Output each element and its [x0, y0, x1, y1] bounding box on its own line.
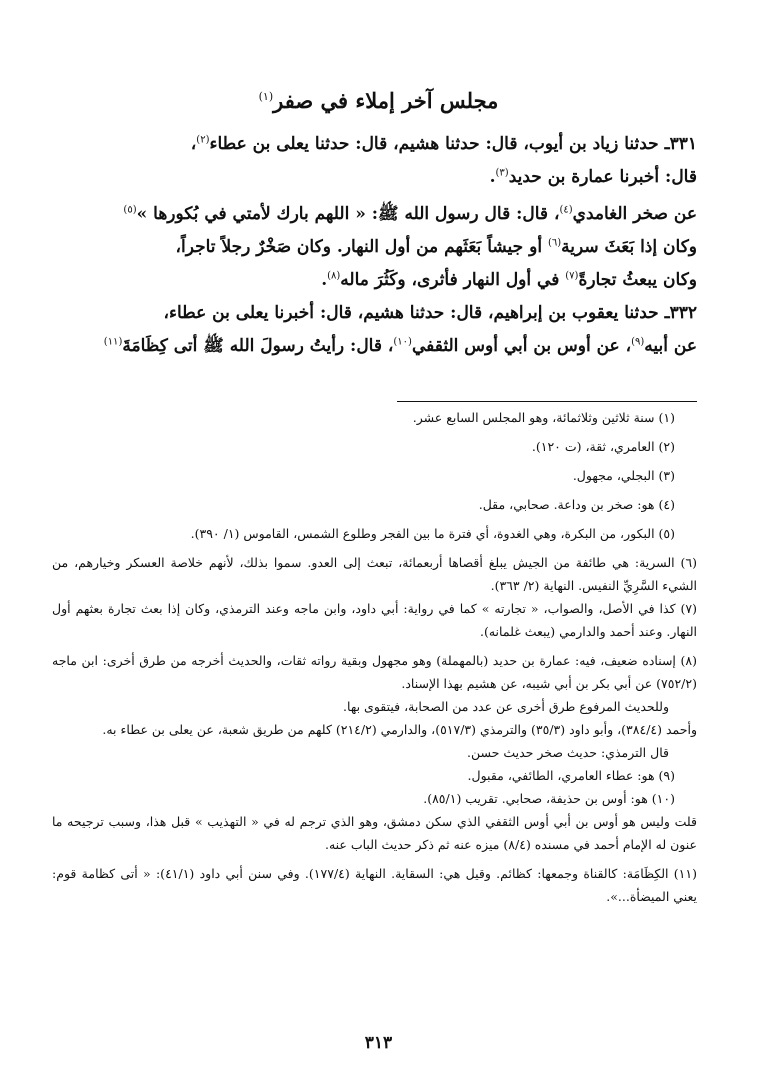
footnote-8: (٨) إسناده ضعيف، فيه: عمارة بن حديد (بالمهملة) وهو مجهول وبقية رواته ثقات، والحديث أخرجه من طرق أخرى: ابن ماجه (٧٥٢/٢) عن أبي بكر بن أبي شيبه، عن هشيم بهذا الإسناد.	[52, 653, 697, 691]
footnote-10: (١٠) هو: أوس بن حذيفة، صحابي. تقريب (٨٥/١).	[423, 791, 675, 806]
footnote-marker: (٧)	[565, 270, 579, 282]
footnote-marker: (٢)	[196, 134, 210, 146]
footnote-7: (٧) كذا في الأصل، والصواب، « تجارته » كما في رواية: أبي داود، وابن ماجه وعند الترمذي، وكان إذا بعث تجارة بعثهم أول النهار. وعند أحمد والدارمي (يبعث غلمانه).	[52, 601, 697, 639]
footnote-1: (١) سنة ثلاثين وثلاثمائة، وهو المجلس السابع عشر.	[412, 410, 675, 425]
page-number: ٣١٣	[364, 1033, 393, 1053]
footnote-8-continued: وللحديث المرفوع طرق أخرى عن عدد من الصحابة، فيتقوى بها.	[343, 699, 669, 714]
footnote-5: (٥) البكور، من البكرة، وهي الغدوة، أي فترة ما بين الفجر وطلوع الشمس، القاموس (١/ ٣٩٠).	[190, 526, 675, 541]
hadith-text	[52, 128, 697, 363]
footnote-marker: (١)	[258, 90, 274, 103]
footnote-8-tirmidhi: قال الترمذي: حديث صخر حديث حسن.	[467, 745, 669, 760]
footnote-marker: (٨)	[327, 270, 341, 282]
footnote-4: (٤) هو: صخر بن وداعة. صحابي، مقل.	[478, 497, 675, 512]
hadith-331-line-4: وكان إذا بَعَثَ سرية$^{(٦)}$ أو جيشاً بَعَثَهم من أول النهار. وكان صَخْرٌ رجلاً تاجراً،	[175, 237, 697, 257]
footnote-marker: (٤)	[559, 204, 573, 216]
footnote-marker: (٩)	[631, 336, 645, 348]
footnote-9: (٩) هو: عطاء العامري، الطائفي، مقبول.	[467, 768, 675, 783]
hadith-332-line-2: عن أبيه$^{(٩)}$، عن أوس بن أبي أوس الثقفي$^{(١٠)}$، قال: رأيتُ رسولَ الله ﷺ أتى كِظَامَةَ$^{(١١)}$	[103, 336, 697, 356]
footnote-marker: (٦)	[547, 237, 562, 249]
footnote-2: (٢) العامري، ثقة، (ت ١٢٠).	[531, 439, 675, 454]
footnote-8-sources: وأحمد (٣٨٤/٤)، وأبو داود (٣٥/٣) والترمذي (٥١٧/٣)، والدارمي (٢١٤/٢) كلهم من طريق شعبة، عن يعلى بن عطاء به.	[102, 722, 697, 737]
footnotes	[52, 406, 697, 908]
hadith-331-line-5: وكان يبعثُ تجارةً$^{(٧)}$ في أول النهار فأثرى، وكَثُرَ ماله$^{(٨)}$.	[321, 270, 697, 290]
hadith-331-line-3: عن صخر الغامدي$^{(٤)}$، قال: قال رسول الله ﷺ: « اللهم بارك لأمتي في بُكورها »$^{(٥)}$	[123, 204, 697, 224]
footnote-10-comment: قلت وليس هو أوس بن أبي أوس الثقفي الذي سكن دمشق، وهو الذي ترجم له في « التهذيب » قبل هذا، وسبب ترجيحه ما عنون له الإمام أحمد في مسنده (٨/٤) ميزه عنه ثم ذكر حديث الباب عنه.	[52, 814, 697, 852]
footnote-3: (٣) البجلي، مجهول.	[572, 468, 675, 483]
footnote-marker: (١٠)	[393, 336, 412, 348]
footnote-marker: (٥)	[123, 204, 137, 216]
hadith-331-line-1: ٣٣١ـ حدثنا زياد بن أيوب، قال: حدثنا هشيم، قال: حدثنا يعلى بن عطاء$^{(٢)}$،	[190, 134, 697, 154]
hadith-331-line-2: قال: أخبرنا عمارة بن حديد$^{(٣)}$.	[489, 167, 697, 187]
footnote-6: (٦) السرية: هي طائفة من الجيش يبلغ أقصاها أربعمائة، تبعث إلى العدو. سموا بذلك، لأنهم خلاصة العسكر وخيارهم، من الشيء السَّرِيِّ النفيس. النهاية (٢/ ٣٦٣).	[52, 555, 697, 593]
hadith-332-line-1: ٣٣٢ـ حدثنا يعقوب بن إبراهيم، قال: حدثنا هشيم، قال: أخبرنا يعلى بن عطاء،	[163, 303, 697, 323]
footnote-marker: (١١)	[103, 336, 123, 348]
session-title-text: مجلس آخر إملاء في صفر	[273, 88, 499, 113]
footnote-11: (١١) الكِظَامَة: كالقناة وجمعها: كظائم. وقيل هي: السقاية. النهاية (١٧٧/٤). وفي سنن أبي داود (٤١/١): « أتى كظامة قوم: يعني الميضأة...».	[52, 866, 697, 904]
footnote-marker: (٣)	[495, 167, 509, 179]
session-title	[0, 88, 757, 113]
footnote-separator	[397, 401, 697, 402]
